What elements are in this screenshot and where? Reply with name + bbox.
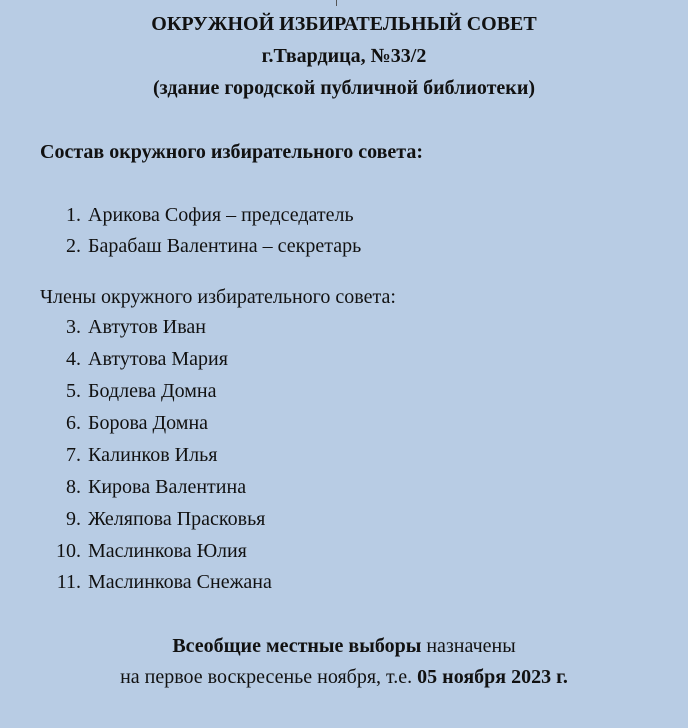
list-text: Арикова София – председатель (88, 204, 354, 226)
list-number: 7. (66, 444, 81, 466)
members-heading: Члены окружного избирательного совета: (40, 286, 396, 308)
building-note: (здание городской публичной библиотеки) (152, 77, 536, 99)
list-text: Борова Домна (88, 412, 209, 434)
election-notice-text: назначены (421, 635, 516, 657)
page-marker (336, 0, 337, 6)
election-notice-line2 (0, 665, 688, 689)
list-text: Автутов Иван (88, 316, 206, 338)
list-text: Маслинкова Снежана (88, 571, 272, 593)
election-date-intro: на первое воскресенье ноября, т.е. (120, 666, 418, 688)
list-text: Маслинкова Юлия (88, 540, 247, 562)
list-number: 8. (66, 476, 81, 498)
list-number: 4. (66, 348, 81, 370)
list-number: 9. (66, 508, 81, 530)
list-number: 2. (66, 235, 81, 257)
list-number: 6. (66, 412, 81, 434)
election-notice-line1 (0, 634, 688, 658)
list-number: 1. (66, 204, 81, 226)
list-text: Бодлева Домна (88, 380, 217, 402)
composition-heading: Состав окружного избирательного совета: (40, 141, 423, 163)
list-number: 11. (56, 571, 81, 593)
document-title: ОКРУЖНОЙ ИЗБИРАТЕЛЬНЫЙ СОВЕТ (151, 13, 537, 35)
list-text: Желяпова Прасковья (88, 508, 266, 530)
election-date: 05 ноября 2023 г. (417, 666, 568, 688)
address: г.Твардица, №33/2 (261, 45, 427, 67)
list-text: Калинков Илья (88, 444, 218, 466)
list-number: 3. (66, 316, 81, 338)
list-text: Барабаш Валентина – секретарь (88, 235, 362, 257)
list-number: 5. (66, 380, 81, 402)
election-notice-bold: Всеобщие местные выборы (172, 635, 422, 657)
list-number: 10. (56, 540, 81, 562)
list-text: Автутова Мария (88, 348, 228, 370)
list-text: Кирова Валентина (88, 476, 247, 498)
